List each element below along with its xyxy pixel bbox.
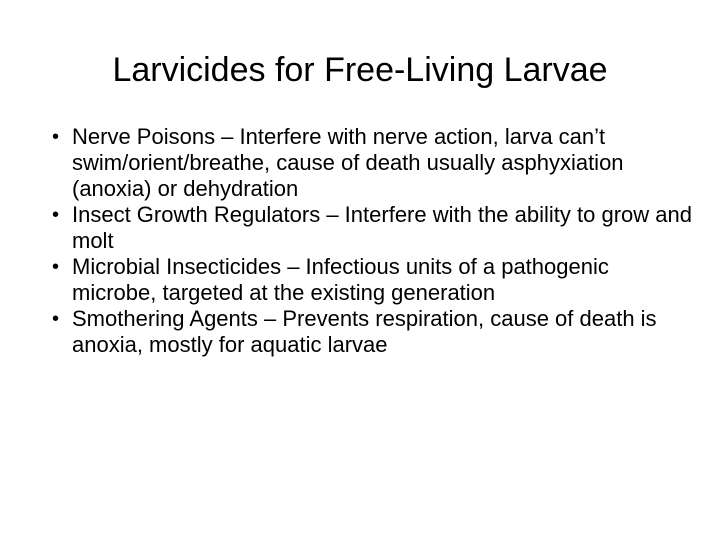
bullet-item-microbial-insecticides [52, 254, 692, 306]
bullet-item-insect-growth-regulators [52, 202, 692, 254]
slide-title: Larvicides for Free-Living Larvae [112, 51, 608, 89]
bullet-list [52, 124, 692, 358]
bullet-marker: • [52, 126, 60, 148]
bullet-text: Nerve Poisons – Interfere with nerve action, larva can’t swim/orient/breathe, cause of death usually asphyxiation (anoxia) or dehydration [72, 124, 624, 201]
bullet-text: Insect Growth Regulators – Interfere with the ability to grow and molt [72, 202, 692, 253]
bullet-marker: • [52, 308, 60, 330]
bullet-text: Microbial Insecticides – Infectious units of a pathogenic microbe, targeted at the existing generation [72, 254, 609, 305]
bullet-marker: • [52, 204, 60, 226]
bullet-marker: • [52, 256, 60, 278]
bullet-item-nerve-poisons [52, 124, 692, 202]
bullet-item-smothering-agents [52, 306, 692, 358]
bullet-text: Smothering Agents – Prevents respiration, cause of death is anoxia, mostly for aquatic larvae [72, 306, 657, 357]
